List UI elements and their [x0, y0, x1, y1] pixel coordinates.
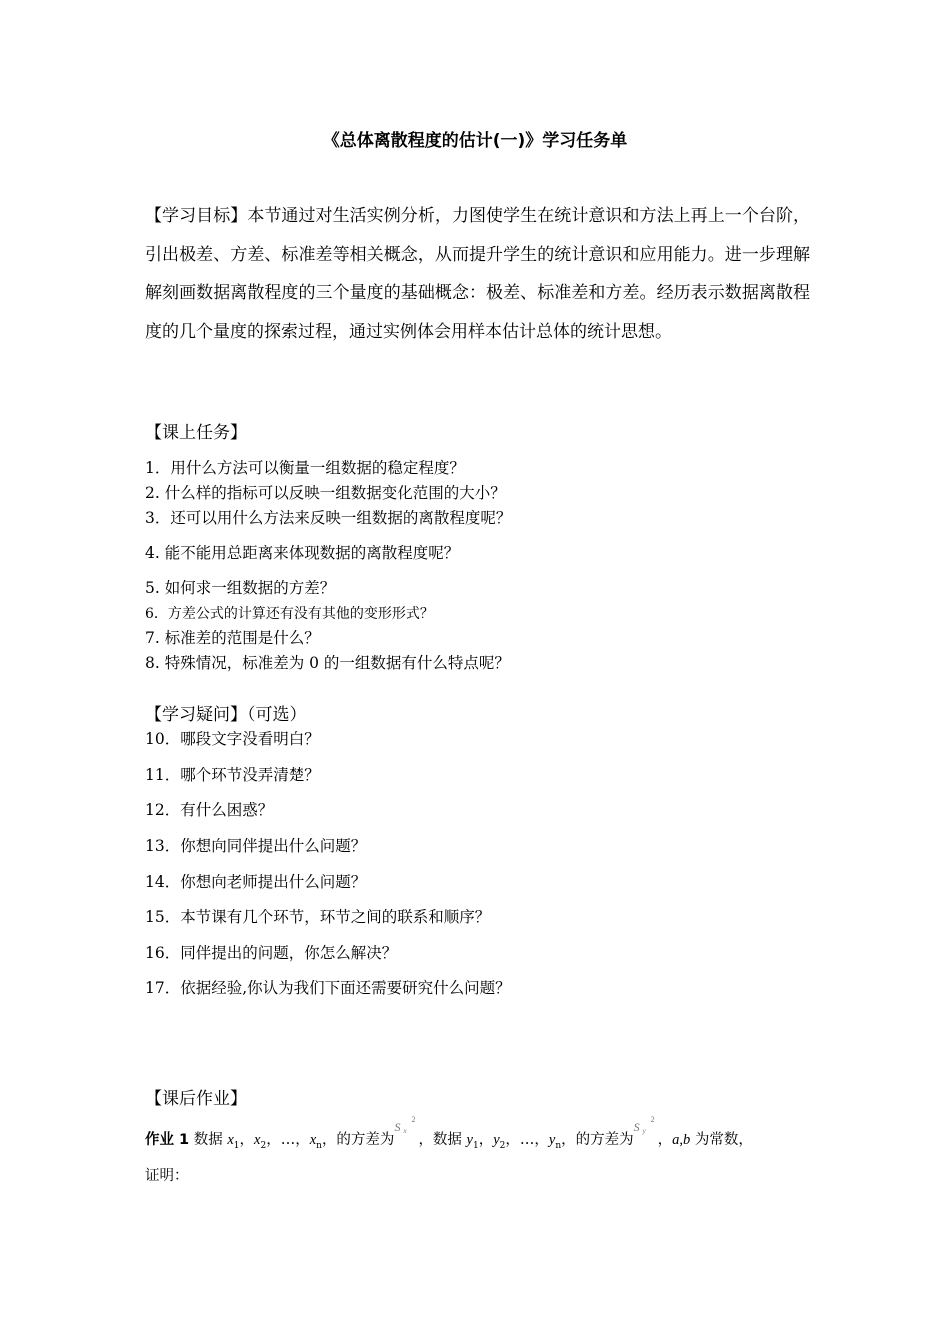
question-item: 17．依据经验,你认为我们下面还需要研究什么问题？ [145, 979, 511, 997]
questions-heading: 【学习疑问】（可选） [145, 705, 307, 725]
learning-goal-paragraph: 【学习目标】本节通过对生活实例分析，力图使学生在统计意识和方法上再上一个台阶，引出极差、方差、标准差等相关概念，从而提升学生的统计意识和应用能力。进一步理解解刻画数据离散程度的三个量度的基础概念：极差、标准差和方差。经历表示数据离散程度的几个量度的探索过程，通过实例体会用样本估计总体的统计思想。 [145, 206, 810, 342]
question-item: 16．同伴提出的问题，你怎么解决？ [145, 944, 398, 962]
homework-label: 作业 1 [145, 1132, 190, 1148]
task-item: 3．还可以用什么方法来反映一组数据的离散程度呢？ [145, 509, 512, 527]
question-item: 13．你想向同伴提出什么问题？ [145, 837, 367, 855]
task-item: 1．用什么方法可以衡量一组数据的稳定程度？ [145, 459, 465, 477]
variance-y-symbol: S y 2 [633, 1115, 655, 1135]
variance-x-symbol: S x 2 [394, 1115, 416, 1135]
question-item: 15．本节课有几个环节，环节之间的联系和顺序？ [145, 908, 491, 926]
homework-line-1: 作业 1 数据 $x_1$，$x_2$，…，$x_n$，的方差为 S x 2 ，数据 $y_1$，$y_2$，…，$y_n$，的方差为 S y 2 ，a,b 为常数， [145, 1115, 753, 1151]
task-item: 8. 特殊情况，标准差为 0 的一组数据有什么特点呢？ [145, 654, 510, 672]
task-item: 4. 能不能用总距离来体现数据的离散程度呢？ [145, 544, 460, 562]
task-item: 7. 标准差的范围是什么？ [145, 629, 320, 647]
question-item: 14．你想向老师提出什么问题？ [145, 873, 367, 891]
task-item: 6．方差公式的计算还有没有其他的变形形式？ [145, 606, 434, 622]
homework-heading: 【课后作业】 [145, 1089, 247, 1109]
task-item: 2. 什么样的指标可以反映一组数据变化范围的大小？ [145, 484, 506, 502]
task-item: 5. 如何求一组数据的方差？ [145, 579, 336, 597]
question-item: 12．有什么困惑？ [145, 801, 274, 819]
class-tasks-heading: 【课上任务】 [145, 423, 247, 443]
page-title: 《总体离散程度的估计(一)》学习任务单 [322, 131, 628, 151]
question-item: 10．哪段文字没看明白？ [145, 730, 320, 748]
homework-line-2: 证明： [145, 1168, 189, 1184]
question-item: 11．哪个环节没弄清楚？ [145, 766, 320, 784]
